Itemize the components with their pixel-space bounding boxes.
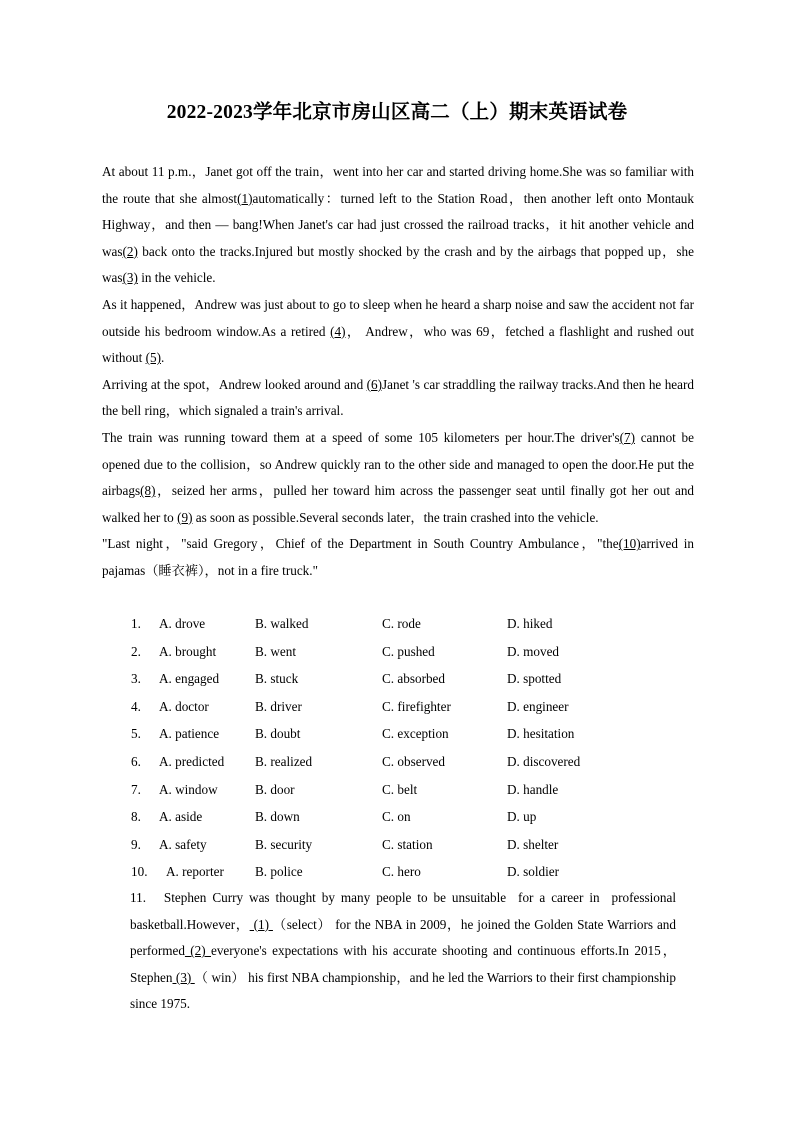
option-row: [131, 748, 651, 776]
passage-paragraph-5: "Last night，"said Gregory，Chief of the Department in South Country Ambulance，"the(10)arrived in pajamas（睡衣裤），not in a fire truck.": [102, 536, 694, 578]
blank-2: (2): [122, 243, 138, 259]
question-number: 2.: [131, 643, 141, 659]
option-a: A. safety: [159, 836, 207, 852]
q11-blank-3: (3): [172, 969, 195, 985]
option-c: C. pushed: [382, 643, 435, 659]
question-number: 8.: [131, 809, 141, 825]
option-a: A. engaged: [159, 671, 220, 687]
option-c: C. exception: [382, 726, 449, 742]
passage-paragraph-4: The train was running toward them at a speed of some 105 kilometers per hour.The driver's(7) cannot be opened due to the collision，so Andrew quickly ran to the other side and managed to open the door.He put the airbags(8)，seized her arms，pulled her toward him across the passenger seat until finally got her out and walked her to (9) as soon as possible.Several seconds later，the train crashed into the vehicle.: [102, 429, 695, 525]
question-11: [130, 885, 680, 1018]
option-c: C. hero: [382, 864, 421, 880]
reading-passage: [102, 159, 694, 585]
option-b: B. down: [255, 809, 300, 825]
option-b: B. stuck: [255, 671, 299, 687]
answer-options: [131, 610, 651, 886]
q11-blank-1: (1): [249, 916, 273, 932]
option-d: D. soldier: [507, 864, 560, 880]
option-c: C. station: [382, 836, 433, 852]
q11-blank-2: (2): [184, 943, 211, 959]
question-number: 1.: [131, 616, 141, 631]
option-b: B. walked: [255, 616, 309, 631]
option-d: D. shelter: [507, 836, 559, 852]
blank-10: (10): [618, 536, 641, 552]
blank-9: (9): [177, 509, 193, 525]
option-a: A. brought: [159, 643, 217, 659]
blank-5: (5): [145, 350, 161, 366]
passage-paragraph-3: Arriving at the spot，Andrew looked around and (6)Janet 's car straddling the railway tracks.And then he heard the bell ring，which signaled a train's arrival.: [102, 376, 694, 419]
option-c: C. on: [382, 809, 411, 825]
option-a: A. drove: [159, 616, 206, 631]
option-d: D. hesitation: [507, 726, 575, 742]
option-b: B. police: [255, 864, 303, 880]
option-row: [131, 803, 651, 831]
passage-paragraph-2: As it happened，Andrew was just about to go to sleep when he heard a sharp noise and saw the accident not far outside his bedroom window.As a retired (4)， Andrew，who was 69，fetched a flashlight and rushed out without (5).: [102, 296, 694, 366]
option-b: B. security: [255, 836, 313, 852]
question-number: 6.: [131, 753, 141, 769]
option-row: [131, 610, 651, 638]
blank-8: (8): [140, 483, 156, 499]
option-c: C. rode: [382, 616, 421, 631]
blank-3: (3): [122, 270, 138, 286]
option-row: [131, 831, 651, 859]
option-b: B. went: [255, 643, 297, 659]
option-row: [131, 693, 651, 721]
option-row: [131, 858, 651, 886]
question-11-text: 11. Stephen Curry was thought by many people to be unsuitable for a career in professional basketball.However， (1) （select） for the NBA in 2009，he joined the Golden State Warriors and performed (2) everyone's expectations with his accurate shooting and continuous efforts.In 2015，Stephen (3) （ win） his first NBA championship，and he led the Warriors to their first championship since 1975.: [130, 890, 680, 1012]
option-a: A. window: [159, 781, 218, 797]
question-number: 4.: [131, 698, 141, 714]
question-number: 10.: [131, 864, 148, 880]
option-b: B. realized: [255, 753, 313, 769]
option-d: D. hiked: [507, 616, 553, 631]
blank-6: (6): [366, 376, 382, 392]
option-b: B. driver: [255, 698, 302, 714]
option-a: A. aside: [159, 809, 203, 825]
blank-7: (7): [619, 429, 635, 445]
blank-1: (1): [237, 190, 253, 206]
question-number: 7.: [131, 781, 141, 797]
option-c: C. belt: [382, 781, 418, 797]
option-row: [131, 638, 651, 666]
page-title: 2022-2023学年北京市房山区高二（上）期末英语试卷: [166, 102, 628, 123]
option-d: D. engineer: [507, 698, 569, 714]
option-c: C. observed: [382, 753, 445, 769]
option-a: A. predicted: [159, 753, 225, 769]
option-a: A. patience: [159, 726, 220, 742]
option-row: [131, 720, 651, 748]
blank-4: (4): [330, 323, 346, 339]
question-number: 5.: [131, 726, 141, 742]
option-b: B. doubt: [255, 726, 301, 742]
question-number: 11.: [130, 890, 146, 905]
option-row: [131, 665, 651, 693]
option-c: C. absorbed: [382, 671, 445, 687]
option-d: D. spotted: [507, 671, 562, 687]
option-a: A. reporter: [166, 864, 224, 880]
option-d: D. up: [507, 809, 537, 825]
option-d: D. discovered: [507, 753, 581, 769]
question-number: 9.: [131, 836, 141, 852]
option-c: C. firefighter: [382, 698, 451, 714]
option-a: A. doctor: [159, 698, 209, 714]
passage-paragraph-1: At about 11 p.m.，Janet got off the train，went into her car and started driving home.She was so familiar with the route that she almost(1)automatically：turned left to the Station Road，then another left onto Montauk Highway，and then — bang!When Janet's car had just crossed the railroad tracks，it hit another vehicle and was(2) back onto the tracks.Injured but mostly shocked by the crash and by the airbags that popped up，she was(3) in the vehicle.: [102, 164, 694, 286]
option-d: D. moved: [507, 643, 560, 659]
question-number: 3.: [131, 671, 141, 687]
option-d: D. handle: [507, 781, 559, 797]
option-b: B. door: [255, 781, 295, 797]
option-row: [131, 776, 651, 804]
